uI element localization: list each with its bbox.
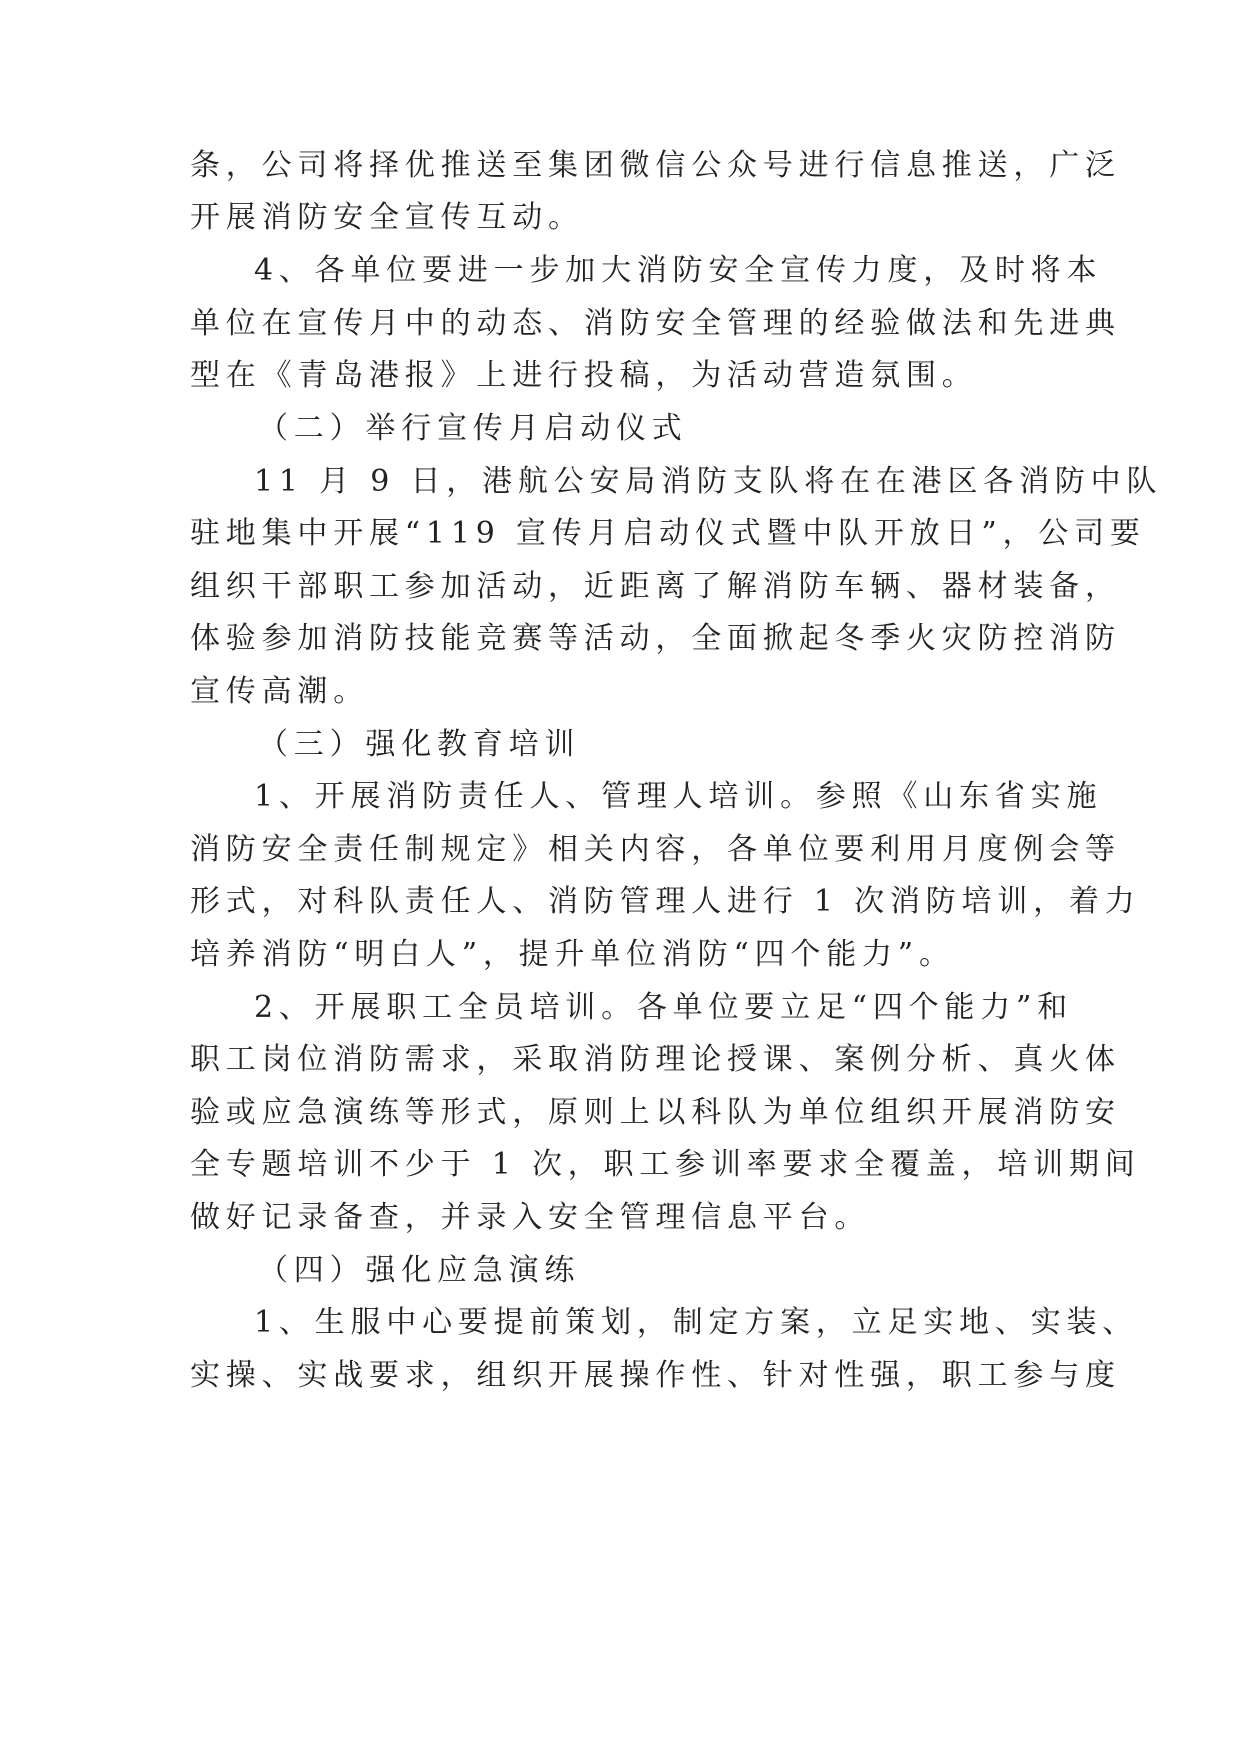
text-line: 型在《青岛港报》上进行投稿，为活动营造氛围。: [190, 358, 978, 393]
text-line: 1、开展消防责任人、管理人培训。参照《山东省实施: [254, 779, 1103, 814]
text-line: 条，公司将择优推送至集团微信公众号进行信息推送，广泛: [190, 148, 1121, 183]
text-line: 2、开展职工全员培训。各单位要立足“四个能力”和: [254, 990, 1073, 1025]
text-line: 开展消防安全宣传互动。: [190, 200, 584, 235]
text-line: 宣传高潮。: [190, 674, 369, 709]
section-heading: （三）强化教育培训: [258, 727, 581, 762]
text-line: 职工岗位消防需求，采取消防理论授课、案例分析、真火体: [190, 1042, 1121, 1077]
text-line: 11 月 9 日，港航公安局消防支队将在在港区各消防中队: [254, 464, 1163, 499]
section-heading: （二）举行宣传月启动仪式: [258, 411, 688, 446]
text-line: 体验参加消防技能竞赛等活动，全面掀起冬季火灾防控消防: [190, 621, 1121, 656]
text-line: 1、生服中心要提前策划，制定方案，立足实地、实装、: [254, 1305, 1139, 1340]
text-line: 全专题培训不少于 1 次，职工参训率要求全覆盖，培训期间: [190, 1147, 1141, 1182]
text-line: 实操、实战要求，组织开展操作性、针对性强，职工参与度: [190, 1358, 1121, 1393]
text-line: 驻地集中开展“119 宣传月启动仪式暨中队开放日”，公司要: [190, 516, 1146, 551]
text-line: 验或应急演练等形式，原则上以科队为单位组织开展消防安: [190, 1095, 1121, 1130]
section-heading: （四）强化应急演练: [258, 1253, 581, 1288]
text-line: 消防安全责任制规定》相关内容，各单位要利用月度例会等: [190, 832, 1121, 867]
text-line: 组织干部职工参加活动，近距离了解消防车辆、器材装备，: [190, 569, 1121, 604]
text-line: 形式，对科队责任人、消防管理人进行 1 次消防培训，着力: [190, 884, 1141, 919]
text-line: 做好记录备查，并录入安全管理信息平台。: [190, 1200, 871, 1235]
text-line: 4、各单位要进一步加大消防安全宣传力度，及时将本: [254, 253, 1103, 288]
text-line: 单位在宣传月中的动态、消防安全管理的经验做法和先进典: [190, 306, 1121, 341]
text-line: 培养消防“明白人”，提升单位消防“四个能力”。: [190, 937, 955, 972]
